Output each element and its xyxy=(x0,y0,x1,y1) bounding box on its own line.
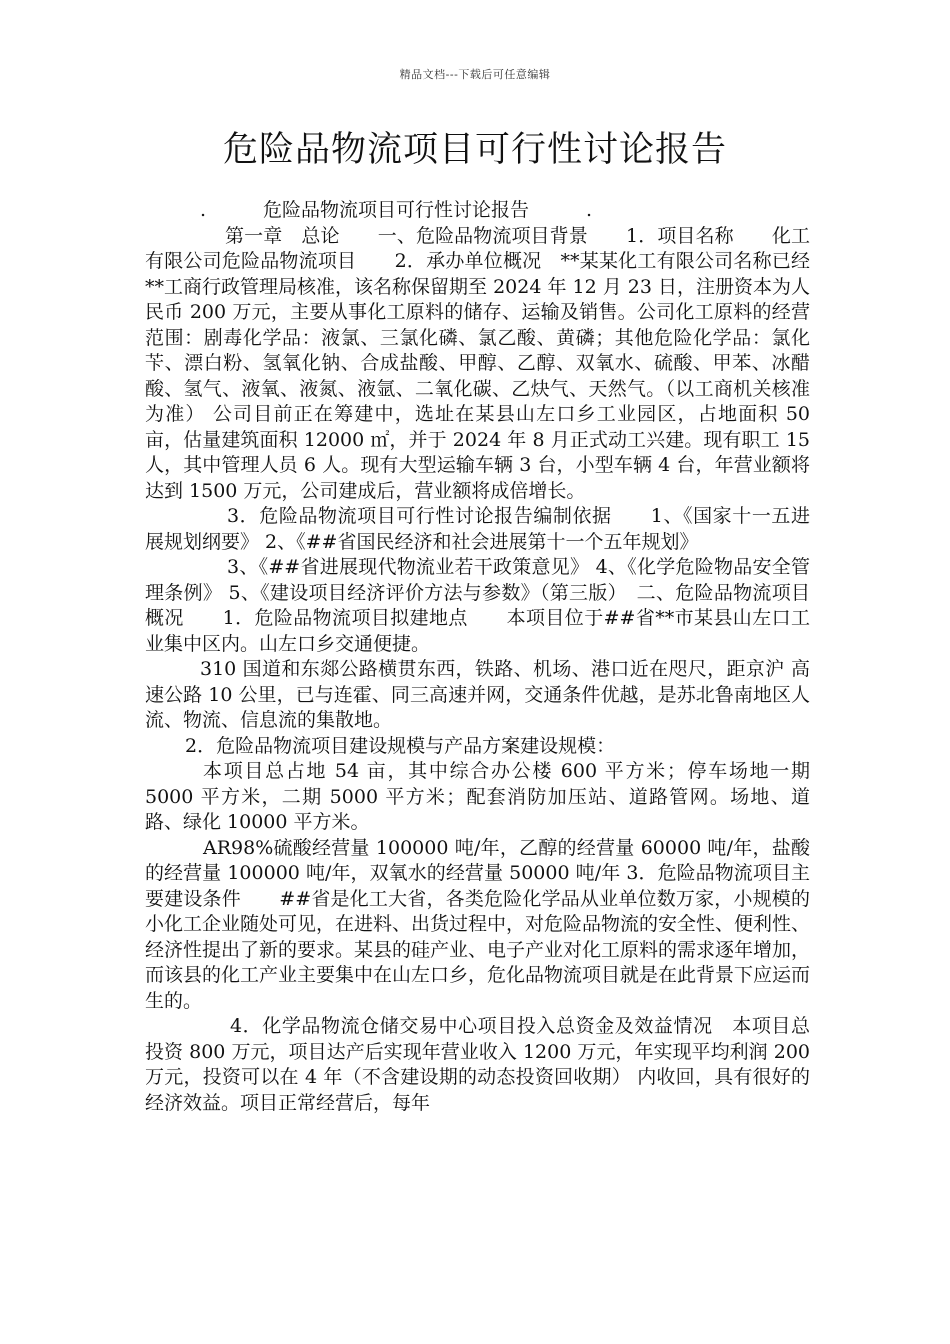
paragraph-products: AR98%硫酸经营量 100000 吨/年，乙醇的经营量 60000 吨/年，盐酸的经营量 100000 吨/年，双氧水的经营量 50000 吨/年 3．危险品物流项目主要建设条件 ##省是化工大省，各类危险化学品从业单位数万家，小规模的小化工企业随处可见，在进料、出货过程中，对危险品物流的安全性、便利性、经济性提出了新的要求。某县的硅产业、电子产业对化工原料的需求逐年增加，而该县的化工产业主要集中在山左口乡，危化品物流项目就是在此背景下应运而生的。 xyxy=(145,836,811,1012)
paragraph-basis: 3．危险品物流项目可行性讨论报告编制依据 1、《国家十一五进展规划纲要》 2、《##省国民经济和社会进展第十一个五年规划》 xyxy=(145,505,810,553)
paragraph-overview: 3、《##省进展现代物流业若干政策意见》 4、《化学危险物品安全管理条例》 5、《建设项目经济评价方法与参数》（第三版） 二、危险品物流项目概况 1．危险品物流项目拟建地点 本项目位于##省**市某县山左口工业集中区内。山左口乡交通便捷。 xyxy=(145,556,810,655)
subtitle-line: . 危险品物流项目可行性讨论报告 . xyxy=(200,199,593,221)
document-body xyxy=(145,198,810,1116)
paragraph-scale: 本项目总占地 54 亩，其中综合办公楼 600 平方米；停车场地一期 5000 平方米，二期 5000 平方米；配套消防加压站、道路管网。场地、道路、绿化 10000 平方米。 xyxy=(145,760,810,833)
paragraph-chapter-one: 第一章 总论 一、危险品物流项目背景 1．项目名称 化工有限公司危险品物流项目 2．承办单位概况 **某某化工有限公司名称已经**工商行政管理局核准，该名称保留期至 2024 年 12 月 23 日，注册资本为人民币 200 万元，主要从事化工原料的储存、运输及销售。公司化工原料的经营范围：剧毒化学品：液氯、三氯化磷、氯乙酸、黄磷；其他危险化学品：氯化苄、漂白粉、氢氧化钠、合成盐酸、甲醇、乙醇、双氧水、硫酸、甲苯、冰醋酸、氢气、液氧、液氮、液氩、二氧化碳、乙炔气、天然气。（以工商机关核准为准） 公司目前正在筹建中，选址在某县山左口乡工业园区，占地面积 50 亩，估量建筑面积 12000 ㎡，并于 2024 年 8 月正式动工兴建。现有职工 15 人，其中管理人员 6 人。现有大型运输车辆 3 台，小型车辆 4 台，年营业额将达到 1500 万元，公司建成后，营业额将成倍增长。 xyxy=(145,224,810,502)
paragraph-investment: 4．化学品物流仓储交易中心项目投入总资金及效益情况 本项目总投资 800 万元，项目达产后实现年营业收入 1200 万元，年实现平均利润 200 万元，投资可以在 4 年（不含建设期的动态投资回收期） 内收回，具有很好的经济效益。项目正常经营后，每年 xyxy=(145,1015,810,1114)
header-note: 精品文档---下载后可任意编辑 xyxy=(399,68,551,81)
document-title: 危险品物流项目可行性讨论报告 xyxy=(222,130,727,170)
paragraph-scale-heading: 2．危险品物流项目建设规模与产品方案建设规模： xyxy=(185,734,616,757)
paragraph-traffic: 310 国道和东郯公路横贯东西，铁路、机场、港口近在咫尺，距京沪 高速公路 10 公里，已与连霍、同三高速并网，交通条件优越，是苏北鲁南地区人流、物流、信息流的集散地。 xyxy=(145,658,810,731)
